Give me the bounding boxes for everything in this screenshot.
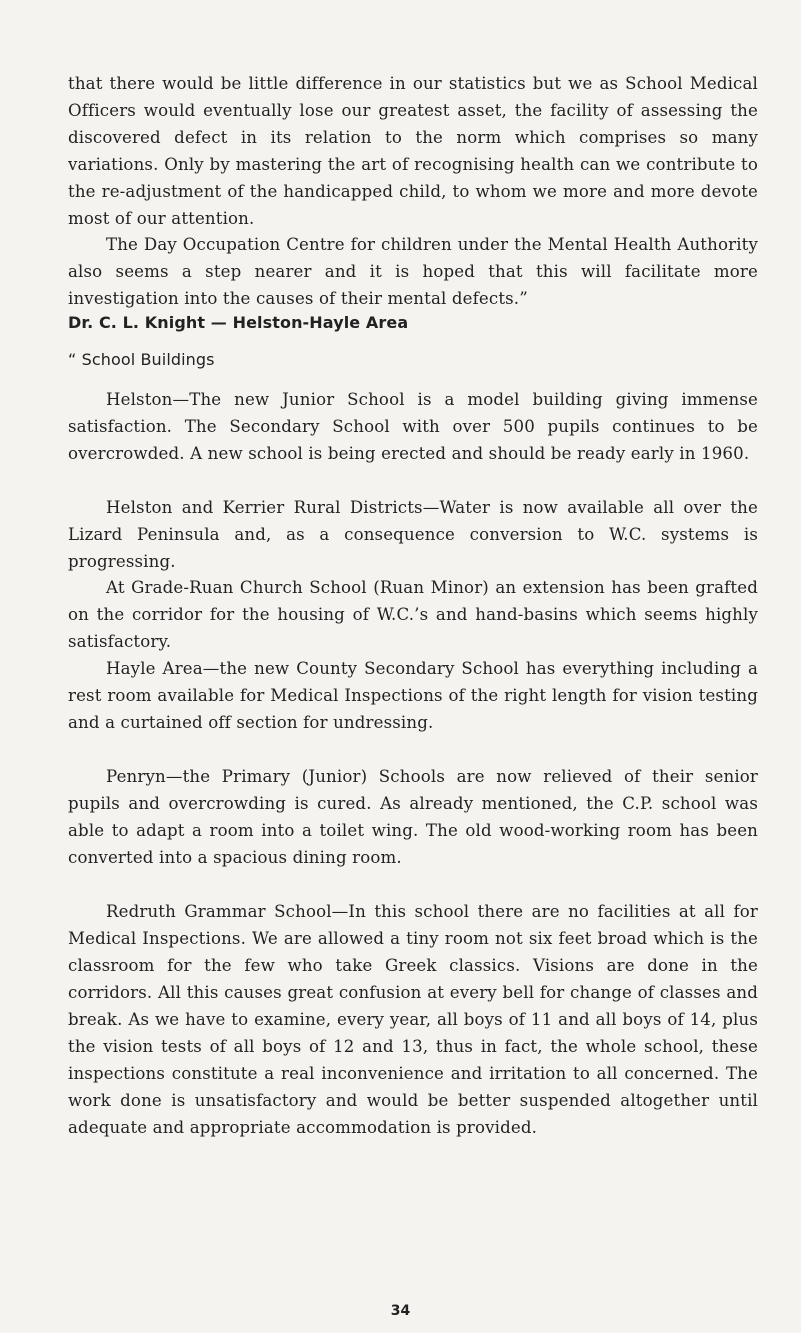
paragraph-text: Penryn—the Primary (Junior) Schools are now relieved of their senior pupils and overcrowding is cured. As already mentioned, the C.P. school was able to adapt a room into a toilet wing. The old wood-working room has been converted into a spacious dining room. [68,767,758,867]
paragraph-grade-ruan [68,574,758,655]
paragraph-hayle-area [68,655,758,736]
section-heading: Dr. C. L. Knight — Helston-Hayle Area [68,313,409,332]
paragraph-statistics [68,70,758,232]
paragraph-text: Helston and Kerrier Rural Districts—Water is now available all over the Lizard Peninsula and, as a consequence conversion to W.C. systems is progressing. [68,498,758,571]
paragraph-text: Hayle Area—the new County Secondary School has everything including a rest room available for Medical Inspections of the right length for vision testing and a curtained off section for undressing. [68,659,758,732]
section-subheading: “ School Buildings [68,350,215,369]
paragraph-redruth-grammar [68,898,758,1141]
page-number: 34 [390,1303,411,1319]
paragraph-penryn [68,763,758,871]
paragraph-text: Redruth Grammar School—In this school there are no facilities at all for Medical Inspections. We are allowed a tiny room not six feet broad which is the classroom for the few who take Greek classics. Visions are done in the corridors. All this causes great confusion at every bell for change of classes and break. As we have to examine, every year, all boys of 11 and all boys of 14, plus the vision tests of all boys of 12 and 13, thus in fact, the whole school, these inspections constitute a real inconvenience and irritation to all concerned. The work done is unsatisfactory and would be better suspended altogether until adequate and appropriate accommodation is provided. [68,902,758,1137]
paragraph-helston-kerrier [68,494,758,575]
paragraph-text: Helston—The new Junior School is a model building giving immense satisfaction. The Secondary School with over 500 pupils continues to be overcrowded. A new school is being erected and should be ready early in 1960. [68,390,758,463]
paragraph-text: that there would be little difference in our statistics but we as School Medical Officers would eventually lose our greatest asset, the facility of assessing the discovered defect in its relation to the norm which comprises so many variations. Only by mastering the art of recognising health can we contribute to the re-adjustment of the handicapped child, to whom we more and more devote most of our attention. [68,74,758,228]
paragraph-text: At Grade-Ruan Church School (Ruan Minor) an extension has been grafted on the corridor for the housing of W.C.’s and hand-basins which seems highly satisfactory. [68,578,758,651]
paragraph-text: The Day Occupation Centre for children under the Mental Health Authority also seems a step nearer and it is hoped that this will facilitate more investigation into the causes of their mental defects.” [68,235,758,308]
paragraph-helston [68,386,758,467]
paragraph-day-occupation-centre [68,231,758,312]
